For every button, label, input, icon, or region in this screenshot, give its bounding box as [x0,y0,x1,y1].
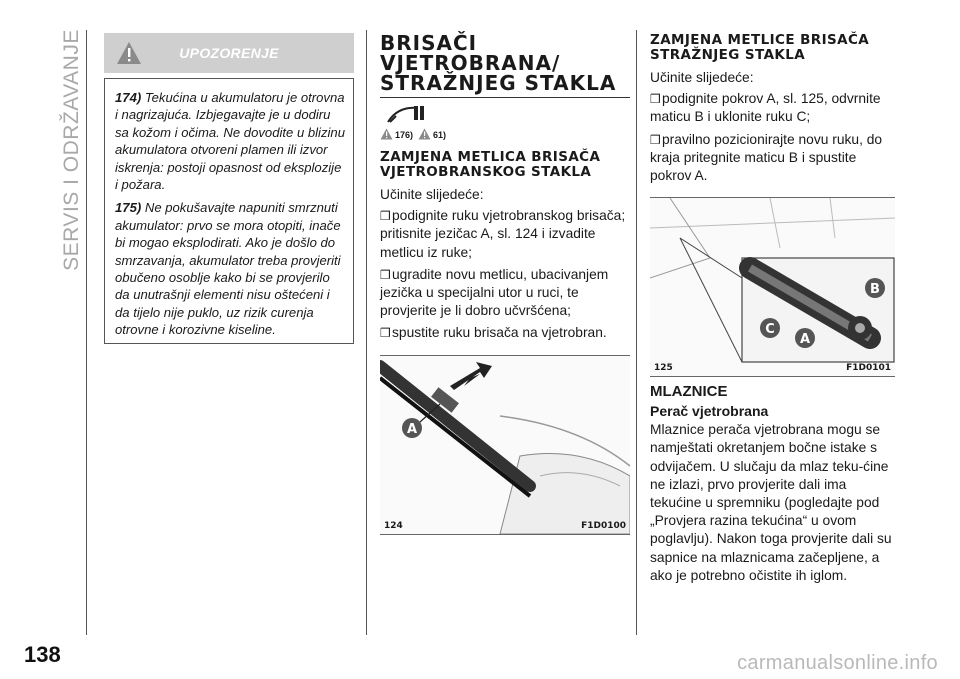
checkbox-bullet-icon: ❒ [380,209,391,224]
front-step: ❒spustite ruku brisača na vjetrobran. [380,324,630,342]
nozzles-title: MLAZNICE [650,383,728,401]
wiper-symbol-icon [384,104,430,126]
front-intro: Učinite slijedeće: [380,187,484,202]
checkbox-bullet-icon: ❒ [380,326,391,341]
callout-a: A [799,332,811,348]
front-step: ❒podignite ruku vjetrobranskog brisača; pritisnite jezičac A, sl. 124 i izvadite metlicu iz ruke; [380,208,626,260]
column-divider [636,30,637,635]
figure-code: F1D0100 [581,520,626,531]
column-divider [86,30,87,635]
rear-intro: Učinite slijedeće: [650,70,754,85]
wipers-title-line: BRISAČI [380,31,478,55]
figure-number: 124 [384,520,403,531]
checkbox-bullet-icon: ❒ [380,267,391,282]
warning-triangle-icon [380,128,393,140]
warning-references: 176) 61) [380,128,630,140]
figure-number: 125 [654,363,673,374]
nozzles-subtitle: Perač vjetrobrana [650,403,769,420]
watermark: carmanualsonline.info [737,652,938,674]
figure-code: F1D0101 [846,363,891,374]
front-step: ❒ugradite novu metlicu, ubacivanjem jezička u specijalni utor u ruci, te provjerite je li dobro učvršćena; [380,266,609,319]
checkbox-bullet-icon: ❒ [650,132,661,147]
front-wiper-title: ZAMJENA METLICA BRISAČA VJETROBRANSKOG STAKLA [380,149,601,180]
rear-wiper-column [650,33,895,585]
section-title-vertical: SERVIS I ODRŽAVANJE [60,29,84,271]
warning-triangle-icon [116,41,142,65]
page-number: 138 [24,642,61,667]
warning-item: 175) Ne pokušavajte napuniti smrznuti akumulator: prvo se mora otopiti, inače bi mogao eksplodirati. Ako je došlo do smrzavanja, akumulator treba provjeriti obučeno osoblje kako bi se provjerilo da unutrašnji elementi nisu oštećeni i da tijelo nije puklo, uz rizik curenja otrovne i korozivne kiseline. [115,200,341,338]
callout-c: C [765,322,775,338]
warning-header [104,33,354,73]
wipers-title-line: STRAŽNJEG STAKLA [380,71,617,95]
rear-step: ❒pravilno pozicionirajte novu ruku, do kraja pritegnite maticu B i spustite pokrov A. [650,131,883,184]
column-divider [366,30,367,635]
wipers-title-line: VJETROBRANA/ [380,51,561,75]
checkbox-bullet-icon: ❒ [650,92,661,107]
rear-wiper-illustration [650,198,895,376]
rear-wiper-title: ZAMJENA METLICE BRISAČA STRAŽNJEG STAKLA [650,32,870,63]
callout-a: A [406,421,418,437]
nozzles-text: Mlaznice perača vjetrobrana mogu se namještati okretanjem bočne istake s odvijačem. U slučaju da mlaz teku-ćine ne izlazi, prvo provjerite dali ima tekućine u spremniku (pogledajte pod „Provjera razina tekućina“ u ovom poglavlju). Nakon toga provjerite dali su sapnice na mlaznicama začepljene, a ako je potrebno očistite ih iglom. [650,422,892,583]
front-wiper-illustration [380,356,630,534]
warning-title: UPOZORENJE [179,45,279,61]
figure-124 [380,355,630,535]
wipers-column [380,33,630,535]
warning-item: 174) Tekućina u akumulatoru je otrovna i nagrizajuća. Izbjegavajte je u dodiru sa kožom i očima. Ne dovodite u blizinu akumulatora otvoreni plamen ili izvor iskrenja: postoji opasnost od eksplozije i požara. [115,90,345,193]
rear-step: ❒podignite pokrov A, sl. 125, odvrnite maticu B i uklonite ruku C; [650,91,881,125]
warning-box [104,78,354,344]
title-underline [380,97,630,98]
caution-triangle-icon [418,128,431,140]
figure-125 [650,197,895,377]
callout-b: B [870,282,880,298]
